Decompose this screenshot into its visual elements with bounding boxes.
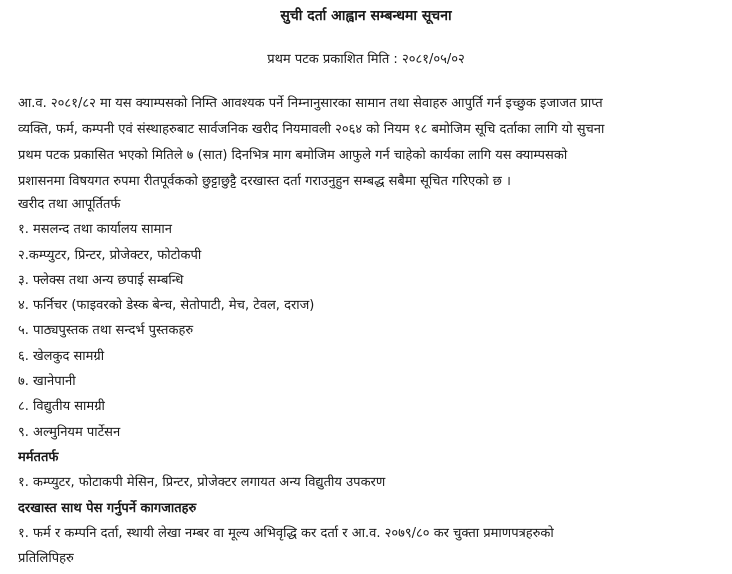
paragraph-line: व्यक्ति, फर्म, कम्पनी एवं संस्थाहरुबाट सार्वजनिक खरीद नियमावली २०६४ को नियम १८ बमोजिम सूचि दर्ताका लागि यो सुचना xyxy=(18,122,605,137)
procurement-item: ३. फ्लेक्स तथा अन्य छपाई सम्बन्धि xyxy=(18,272,184,288)
published-date-line: प्रथम पटक प्रकाशित मिति : २०८१/०५/०२ xyxy=(267,52,465,67)
notice-paragraph xyxy=(18,94,723,198)
procurement-item: ५. पाठ्यपुस्तक तथा सन्दर्भ पुस्तकहरु xyxy=(18,323,194,339)
documents-heading: दरखास्त साथ पेस गर्नुपर्ने कागजातहरु xyxy=(18,500,197,516)
paragraph-line: प्रथम पटक प्रकासित भएको मितिले ७ (सात) दिनभित्र माग बमोजिम आफुले गर्न चाहेको कार्यका लागि यस क्याम्पसको xyxy=(18,148,568,163)
procurement-item: ६. खेलकुद सामग्री xyxy=(18,348,105,364)
paragraph-line: आ.व. २०८१/८२ मा यस क्याम्पसको निम्ति आवश्यक पर्ने निम्नानुसारका सामान तथा सेवाहरु आपुर्ति गर्न इच्छुक इजाजत प्राप्त xyxy=(18,96,603,111)
repair-item: १. कम्प्युटर, फोटाकपी मेसिन, प्रिन्टर, प्रोजेक्टर लगायत अन्य विद्युतीय उपकरण xyxy=(18,475,386,491)
documents-line: प्रतिलिपिहरु xyxy=(18,551,74,567)
notice-body-list xyxy=(18,195,723,574)
procurement-item: ९. अल्मुनियम पार्टेसन xyxy=(18,424,121,440)
documents-line: १. फर्म र कम्पनि दर्ता, स्थायी लेखा नम्बर वा मूल्य अभिवृद्धि कर दर्ता र आ.व. २०७९/८० कर चुक्ता प्रमाणपत्रहरुको xyxy=(18,525,554,541)
repair-heading: मर्मततर्फ xyxy=(18,449,59,465)
procurement-item: ४. फर्निचर (फाइवरको डेस्क बेन्च, सेतोपाटी, मेच, टेवल, दराज) xyxy=(18,298,315,314)
procurement-item: ७. खानेपानी xyxy=(18,374,76,390)
procurement-item: ८. विद्युतीय सामग्री xyxy=(18,399,105,415)
paragraph-line: प्रशासनमा विषयगत रुपमा रीतपूर्वकको छुट्टाछुट्टै दरखास्त दर्ता गराउनुहुन सम्बद्ध सबैमा सूचित गरिएको छ । xyxy=(18,174,511,189)
procurement-item: २.कम्प्युटर, प्रिन्टर, प्रोजेक्टर, फोटोकपी xyxy=(18,247,202,263)
procurement-item: १. मसलन्द तथा कार्यालय सामान xyxy=(18,222,172,238)
procurement-heading: खरीद तथा आपूर्तितर्फ xyxy=(18,197,121,212)
notice-title: सुची दर्ता आह्वान सम्बन्धमा सूचना xyxy=(280,8,452,24)
